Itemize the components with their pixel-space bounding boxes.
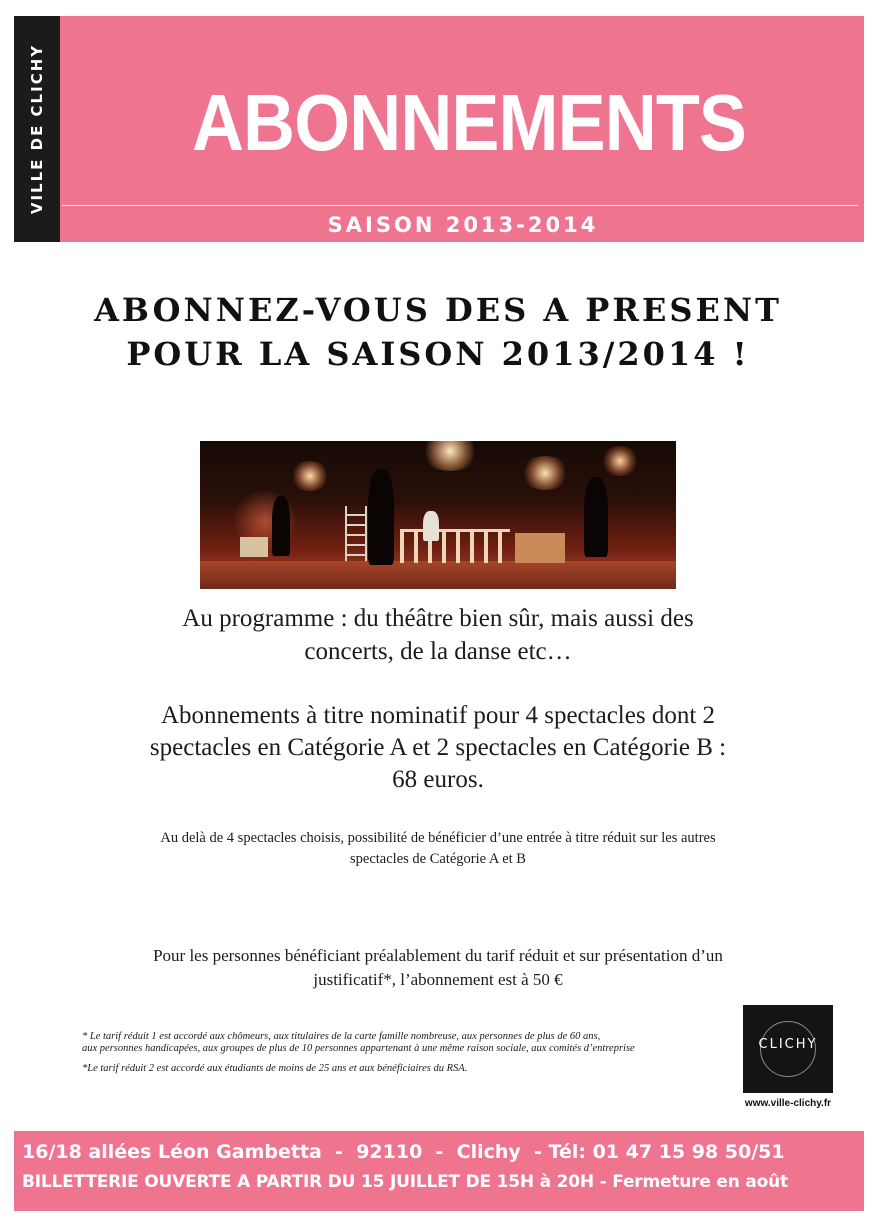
side-strip [14,16,60,242]
footnote-2: *Le tarif réduit 2 est accordé aux étudiants de moins de 25 ans et aux bénéficiaires du RSA. [82,1063,468,1074]
footnote-1-line-2: aux personnes handicapées, aux groupes de plus de 10 personnes appartenant à une même raison sociale, aux comités d’entreprise [82,1043,635,1054]
headline-line-2: POUR LA SAISON 2013/2014 ! [126,335,750,373]
beyond-line-2: spectacles de Catégorie A et B [350,851,526,867]
reduced-line-2: justificatif*, l’abonnement est à 50 € [313,970,563,989]
footer-address: 16/18 allées Léon Gambetta - 92110 - Clichy - Tél: 01 47 15 98 50/51 [22,1141,785,1163]
headline-line-1: ABONNEZ-VOUS DES A PRESENT [94,291,782,329]
programme-paragraph [0,602,876,668]
clichy-logo [743,1005,833,1093]
season-label: SAISON 2013-2014 [327,213,599,237]
logo-wordmark: CLICHY [758,1037,818,1052]
offer-line-2: spectacles en Catégorie A et 2 spectacles en Catégorie B : [149,734,727,761]
footer-hours: BILLETTERIE OUVERTE A PARTIR DU 15 JUILLET DE 15H à 20H - Fermeture en août [22,1172,788,1192]
offer-line-3: 68 euros. [392,766,484,793]
offer-paragraph [0,700,876,796]
footer-banner [14,1131,864,1211]
beyond-line-1: Au delà de 4 spectacles choisis, possibilité de bénéficier d’une entrée à titre réduit sur les autres [160,830,716,846]
programme-line-2: concerts, de la danse etc… [304,638,572,665]
headline [0,288,876,376]
page-title: ABONNEMENTS [191,78,747,167]
reduced-rate-paragraph [0,944,876,992]
website-url: www.ville-clichy.fr [744,1098,832,1109]
reduced-line-1: Pour les personnes bénéficiant préalablement du tarif réduit et sur présentation d’un [153,946,723,965]
side-label: VILLE DE CLICHY [28,43,46,215]
concert-photo [200,441,676,589]
header-divider [62,205,858,206]
beyond-paragraph [0,828,876,870]
offer-line-1: Abonnements à titre nominatif pour 4 spectacles dont 2 [160,702,716,729]
programme-line-1: Au programme : du théâtre bien sûr, mais aussi des [182,605,694,632]
footnotes [82,1031,742,1075]
header-banner [14,16,864,242]
footnote-1-line-1: * Le tarif réduit 1 est accordé aux chômeurs, aux titulaires de la carte famille nombreuse, aux personnes de plus de 60 ans, [82,1031,601,1042]
